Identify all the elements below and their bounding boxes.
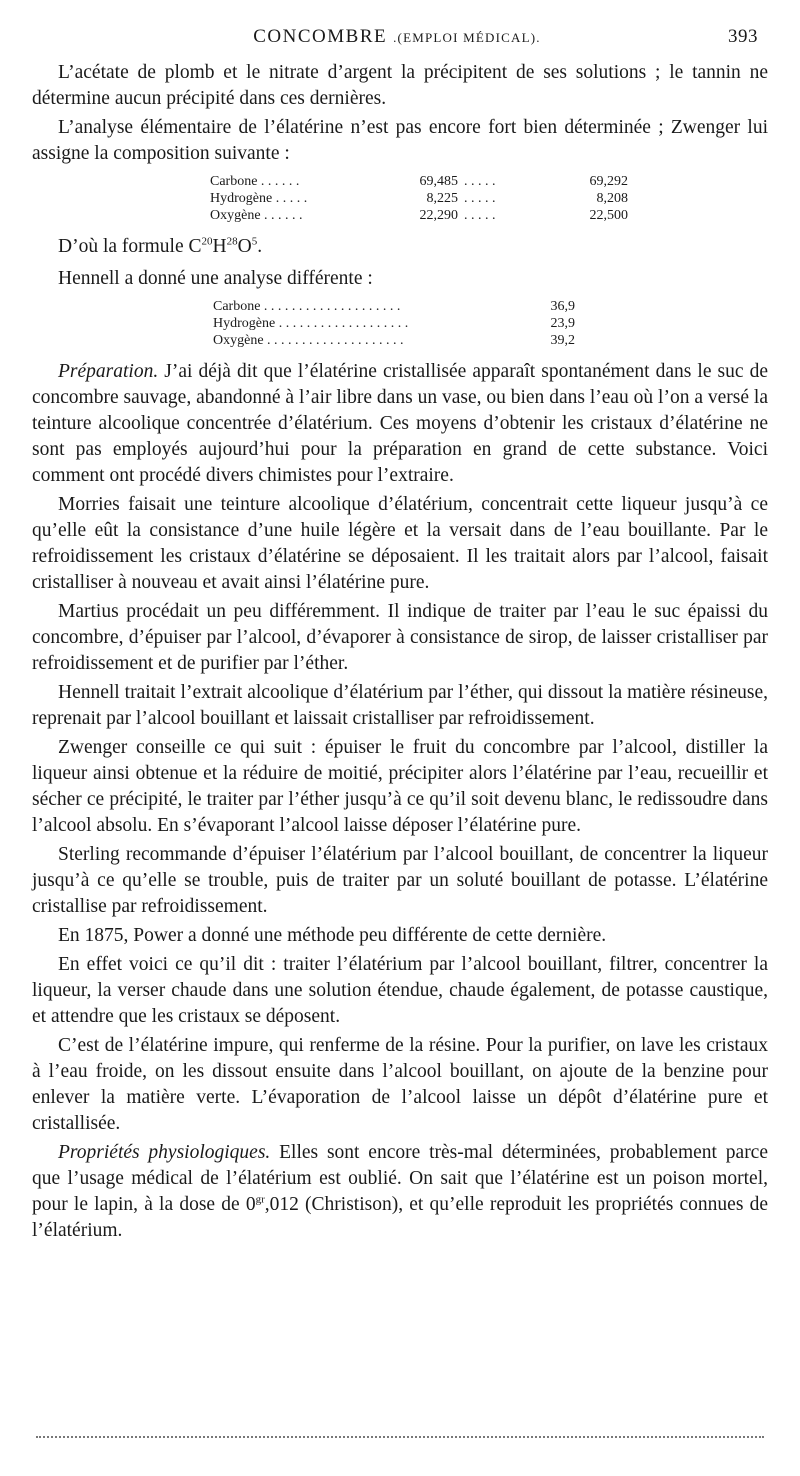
element-label: Oxygène . . . . . . . . . . . . . . . . . . . .	[213, 333, 404, 348]
table-row	[213, 315, 768, 332]
formula-hydrogen-count: 28	[226, 235, 238, 248]
page-number: 393	[728, 26, 758, 47]
page-body	[32, 60, 768, 1244]
value-second: 22,500	[589, 208, 628, 223]
section-heading-physiological: Propriétés physiologiques.	[58, 1142, 271, 1163]
paragraph-morries: Morries faisait une teinture alcoolique d’élatérium, concentrait cette liqueur jusqu’à ce qu’elle eût la consistance d’une huile légère et la versait dans de l’eau bouillante. Par le refroidissement les cristaux d’élatérine se déposaient. Il les traitait alors par l’alcool, faisait cristalliser à nouveau et avait ainsi l’élatérine pure.	[32, 494, 768, 593]
leader-dots: . . . . .	[464, 191, 496, 206]
element-label: Carbone . . . . . . . . . . . . . . . . . . . .	[213, 299, 401, 314]
running-header	[36, 26, 758, 56]
preparation-text: J’ai déjà dit que l’élatérine cristallisée apparaît spontanément dans le suc de concombre sauvage, abandonné à l’air libre dans un vase, ou bien dans l’eau où l’on a versé la teinture alcoolique concentrée d’élatérium. Ces moyens d’obtenir les cristaux d’élatérine ne sont pas employés aujourd’hui pour la préparation en grand de cette substance. Voici comment ont procédé divers chimistes pour l’extraire.	[32, 361, 768, 486]
running-title: CONCOMBRE	[253, 26, 388, 47]
paragraph-precipitation: L’acétate de plomb et le nitrate d’argent la précipitent de ses solutions ; le tannin ne détermine aucun précipité dans ces dernières.	[32, 62, 768, 109]
formula-prefix: D’où la formule C	[58, 236, 202, 257]
paragraph-zwenger: Zwenger conseille ce qui suit : épuiser le fruit du concombre par l’alcool, distiller la liqueur ainsi obtenue et la réduire de moitié, précipiter alors l’élatérine par l’eau, recueillir et sécher ce précipité, le traiter par l’éther jusqu’à ce qu’il soit devenu blanc, le redissoudre dans l’alcool absolu. En s’évaporant l’alcool laisse déposer l’élatérine pure.	[32, 737, 768, 836]
value-first: 8,225	[426, 191, 458, 206]
paragraph-preparation	[32, 359, 768, 489]
formula-line	[32, 234, 768, 260]
paragraph-sterling: Sterling recommande d’épuiser l’élatérium par l’alcool bouillant, de concentrer la liqueur jusqu’à ce qu’elle se trouble, puis de traiter par un soluté bouillant de potasse. L’élatérine cristallise par refroidissement.	[32, 844, 768, 917]
leader-dots: . . . . .	[464, 208, 496, 223]
hennell-analysis-table	[213, 298, 768, 349]
table-row	[213, 332, 768, 349]
dose-unit: gr	[255, 1193, 265, 1206]
element-value: 39,2	[550, 333, 575, 348]
value-second: 69,292	[589, 174, 628, 189]
value-first: 22,290	[419, 208, 458, 223]
table-row	[210, 190, 768, 207]
zwenger-analysis-table	[210, 173, 768, 224]
paragraph-power-method: En effet voici ce qu’il dit : traiter l’élatérium par l’alcool bouillant, filtrer, concentrer la liqueur, la verser chaude dans une solution étendue, chaude également, de potasse caustique, et attendre que les cristaux se déposent.	[32, 954, 768, 1027]
section-heading-preparation: Préparation.	[58, 361, 159, 382]
formula-oxygen-count: 5	[251, 235, 258, 248]
paragraph-power: En 1875, Power a donné une méthode peu différente de cette dernière.	[58, 925, 607, 946]
physiological-text-1: Elles sont encore très-mal déterminées, probablement parce que l’usage médical de l’élatérium est oublié. On sait que l’élatérine est un poison mortel, pour le lapin, à la dose de 0	[32, 1142, 768, 1215]
formula-o: O	[237, 236, 252, 257]
formula-suffix: .	[257, 236, 263, 257]
value-second: 8,208	[596, 191, 628, 206]
element-label: Hydrogène . . . . . . . . . . . . . . . . . . .	[213, 316, 409, 331]
physiological-text-2: ,012 (Christison), et qu’elle reproduit les propriétés connues de l’élatérium.	[32, 1194, 768, 1241]
table-row	[210, 173, 768, 190]
paragraph-hennell: Hennell traitait l’extrait alcoolique d’élatérium par l’éther, qui dissout la matière résineuse, reprenait par l’alcool bouillant et laissait cristalliser par refroidissement.	[32, 682, 768, 729]
table-row	[210, 207, 768, 224]
paragraph-analysis-intro: L’analyse élémentaire de l’élatérine n’est pas encore fort bien déterminée ; Zwenger lui assigne la composition suivante :	[32, 117, 768, 164]
leader-dots: . . . . .	[464, 174, 496, 189]
element-label: Hydrogène . . . . .	[210, 191, 308, 206]
paragraph-purification: C’est de l’élatérine impure, qui renferme de la résine. Pour la purifier, on lave les cristaux à l’eau froide, on les dissout ensuite dans l’alcool bouillant, on ajoute de la benzine pour enlever la matière verte. L’évaporation de l’alcool laisse un dépôt d’élatérine pure et cristallisée.	[32, 1035, 768, 1134]
formula-h: H	[212, 236, 227, 257]
paragraph-physiological	[32, 1140, 768, 1244]
paragraph-hennell-intro: Hennell a donné une analyse différente :	[58, 268, 373, 289]
table-row	[213, 298, 768, 315]
element-value: 36,9	[550, 299, 575, 314]
element-label: Oxygène . . . . . .	[210, 208, 303, 223]
element-value: 23,9	[550, 316, 575, 331]
value-first: 69,485	[419, 174, 458, 189]
formula-carbon-count: 20	[201, 235, 213, 248]
running-subtitle: .(EMPLOI MÉDICAL).	[393, 30, 541, 45]
element-label: Carbone . . . . . .	[210, 174, 300, 189]
footer-dotted-rule	[36, 1436, 764, 1438]
paragraph-martius: Martius procédait un peu différemment. Il indique de traiter par l’eau le suc épaissi du concombre, d’épuiser par l’alcool, d’évaporer à consistance de sirop, de laisser cristalliser par refroidissement et de purifier par l’éther.	[32, 601, 768, 674]
